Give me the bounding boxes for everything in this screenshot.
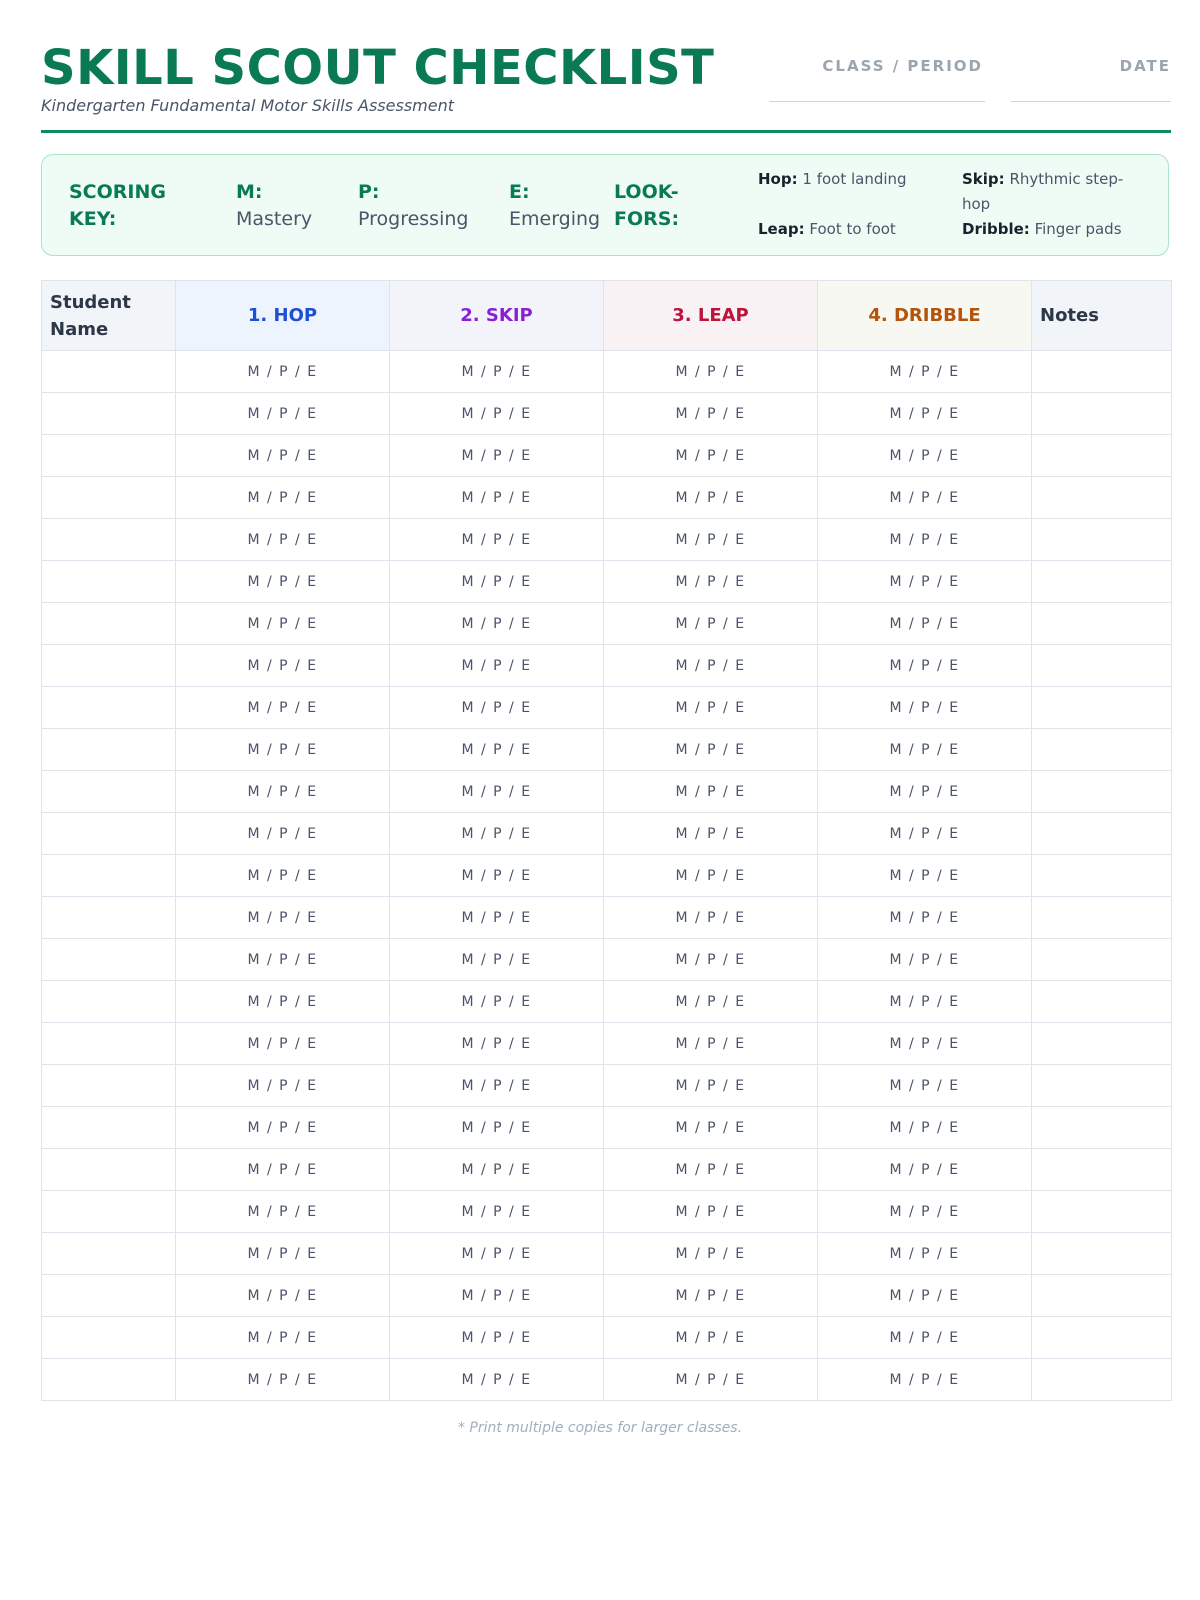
look-for-skip-text-2: hop <box>962 195 991 213</box>
skip-score-cell[interactable]: M / P / E <box>390 645 604 687</box>
notes-cell[interactable] <box>1032 1149 1172 1191</box>
leap-score-cell[interactable]: M / P / E <box>604 1191 818 1233</box>
table-row <box>42 687 1172 729</box>
dribble-score-cell[interactable]: M / P / E <box>818 645 1032 687</box>
student-name-cell[interactable] <box>42 393 176 435</box>
table-row <box>42 981 1172 1023</box>
skip-score-cell[interactable]: M / P / E <box>390 561 604 603</box>
notes-cell[interactable] <box>1032 813 1172 855</box>
scoring-key-label-line-1: SCORING <box>69 181 166 203</box>
class-period-label: CLASS / PERIOD <box>822 57 983 75</box>
student-name-cell[interactable] <box>42 1149 176 1191</box>
notes-cell[interactable] <box>1032 939 1172 981</box>
table-row <box>42 813 1172 855</box>
student-name-cell[interactable] <box>42 981 176 1023</box>
skip-score-cell[interactable]: M / P / E <box>390 351 604 393</box>
hop-score-cell[interactable]: M / P / E <box>176 1359 390 1401</box>
key-mastery <box>236 179 312 233</box>
table-row <box>42 351 1172 393</box>
date-field <box>1120 57 1171 75</box>
dribble-score-cell[interactable]: M / P / E <box>818 1233 1032 1275</box>
notes-cell[interactable] <box>1032 351 1172 393</box>
table-row <box>42 1065 1172 1107</box>
notes-cell[interactable] <box>1032 1065 1172 1107</box>
page-header <box>41 38 1171 133</box>
dribble-score-cell[interactable]: M / P / E <box>818 813 1032 855</box>
notes-cell[interactable] <box>1032 687 1172 729</box>
hop-score-cell[interactable]: M / P / E <box>176 1065 390 1107</box>
notes-cell[interactable] <box>1032 897 1172 939</box>
student-name-cell[interactable] <box>42 477 176 519</box>
date-label: DATE <box>1119 57 1171 75</box>
skip-score-cell[interactable]: M / P / E <box>390 519 604 561</box>
leap-score-cell[interactable]: M / P / E <box>604 855 818 897</box>
leap-score-cell[interactable]: M / P / E <box>604 645 818 687</box>
dribble-score-cell[interactable]: M / P / E <box>818 1317 1032 1359</box>
hop-score-cell[interactable]: M / P / E <box>176 603 390 645</box>
skip-score-cell[interactable]: M / P / E <box>390 1233 604 1275</box>
hop-score-cell[interactable]: M / P / E <box>176 1275 390 1317</box>
dribble-score-cell[interactable]: M / P / E <box>818 603 1032 645</box>
scoring-key-label-line-2: KEY: <box>69 208 117 230</box>
table-row <box>42 603 1172 645</box>
leap-score-cell[interactable]: M / P / E <box>604 393 818 435</box>
table-row <box>42 561 1172 603</box>
hop-score-cell[interactable]: M / P / E <box>176 1149 390 1191</box>
student-name-cell[interactable] <box>42 351 176 393</box>
student-name-cell[interactable] <box>42 855 176 897</box>
hop-score-cell[interactable]: M / P / E <box>176 351 390 393</box>
notes-cell[interactable] <box>1032 645 1172 687</box>
dribble-score-cell[interactable]: M / P / E <box>818 351 1032 393</box>
hop-score-cell[interactable]: M / P / E <box>176 939 390 981</box>
notes-cell[interactable] <box>1032 1275 1172 1317</box>
look-fors-label-line-2: FORS: <box>614 208 680 230</box>
class-period-line[interactable] <box>769 101 985 102</box>
look-for-dribble <box>962 217 1122 242</box>
table-row <box>42 519 1172 561</box>
student-name-cell[interactable] <box>42 435 176 477</box>
table-row <box>42 393 1172 435</box>
notes-cell[interactable] <box>1032 1191 1172 1233</box>
dribble-score-cell[interactable]: M / P / E <box>818 519 1032 561</box>
notes-cell[interactable] <box>1032 981 1172 1023</box>
leap-score-cell[interactable]: M / P / E <box>604 729 818 771</box>
student-name-cell[interactable] <box>42 645 176 687</box>
hop-score-cell[interactable]: M / P / E <box>176 687 390 729</box>
skip-score-cell[interactable]: M / P / E <box>390 855 604 897</box>
column-header-leap: 3. LEAP <box>604 281 818 351</box>
hop-score-cell[interactable]: M / P / E <box>176 519 390 561</box>
footer-note: * Print multiple copies for larger classes. <box>457 1420 743 1436</box>
dribble-score-cell[interactable]: M / P / E <box>818 477 1032 519</box>
student-name-cell[interactable] <box>42 561 176 603</box>
notes-cell[interactable] <box>1032 1317 1172 1359</box>
student-name-cell[interactable] <box>42 771 176 813</box>
dribble-score-cell[interactable]: M / P / E <box>818 855 1032 897</box>
dribble-score-cell[interactable]: M / P / E <box>818 981 1032 1023</box>
dribble-score-cell[interactable]: M / P / E <box>818 1065 1032 1107</box>
date-line[interactable] <box>1011 101 1171 102</box>
dribble-score-cell[interactable]: M / P / E <box>818 1191 1032 1233</box>
leap-score-cell[interactable]: M / P / E <box>604 1023 818 1065</box>
notes-cell[interactable] <box>1032 393 1172 435</box>
hop-score-cell[interactable]: M / P / E <box>176 897 390 939</box>
notes-cell[interactable] <box>1032 477 1172 519</box>
hop-score-cell[interactable]: M / P / E <box>176 1023 390 1065</box>
leap-score-cell[interactable]: M / P / E <box>604 1107 818 1149</box>
notes-cell[interactable] <box>1032 771 1172 813</box>
dribble-score-cell[interactable]: M / P / E <box>818 1359 1032 1401</box>
look-for-leap <box>758 217 896 242</box>
look-for-hop-label: Hop: <box>758 170 798 188</box>
scoring-key <box>41 154 1169 256</box>
dribble-score-cell[interactable]: M / P / E <box>818 393 1032 435</box>
look-for-hop <box>758 167 907 192</box>
table-row <box>42 645 1172 687</box>
look-for-dribble-text: Finger pads <box>1034 220 1122 238</box>
class-period-field <box>822 57 983 75</box>
leap-score-cell[interactable]: M / P / E <box>604 603 818 645</box>
skip-score-cell[interactable]: M / P / E <box>390 1107 604 1149</box>
skip-score-cell[interactable]: M / P / E <box>390 1065 604 1107</box>
dribble-score-cell[interactable]: M / P / E <box>818 561 1032 603</box>
key-mastery-text: Mastery <box>236 208 313 230</box>
column-header-student-name-line-2: Name <box>50 318 109 340</box>
leap-score-cell[interactable]: M / P / E <box>604 1065 818 1107</box>
skip-score-cell[interactable]: M / P / E <box>390 1275 604 1317</box>
key-emerging-text: Emerging <box>509 208 601 230</box>
leap-score-cell[interactable]: M / P / E <box>604 1359 818 1401</box>
leap-score-cell[interactable]: M / P / E <box>604 519 818 561</box>
leap-score-cell[interactable]: M / P / E <box>604 939 818 981</box>
skip-score-cell[interactable]: M / P / E <box>390 435 604 477</box>
hop-score-cell[interactable]: M / P / E <box>176 729 390 771</box>
skip-score-cell[interactable]: M / P / E <box>390 1023 604 1065</box>
look-for-leap-text: Foot to foot <box>809 220 896 238</box>
leap-score-cell[interactable]: M / P / E <box>604 687 818 729</box>
notes-cell[interactable] <box>1032 603 1172 645</box>
dribble-score-cell[interactable]: M / P / E <box>818 1275 1032 1317</box>
scoring-key-label <box>69 179 166 233</box>
hop-score-cell[interactable]: M / P / E <box>176 1191 390 1233</box>
table-row <box>42 435 1172 477</box>
student-name-cell[interactable] <box>42 729 176 771</box>
notes-cell[interactable] <box>1032 561 1172 603</box>
dribble-score-cell[interactable]: M / P / E <box>818 897 1032 939</box>
hop-score-cell[interactable]: M / P / E <box>176 1317 390 1359</box>
student-name-cell[interactable] <box>42 939 176 981</box>
key-progressing-text: Progressing <box>358 208 469 230</box>
notes-cell[interactable] <box>1032 519 1172 561</box>
dribble-score-cell[interactable]: M / P / E <box>818 771 1032 813</box>
hop-score-cell[interactable]: M / P / E <box>176 477 390 519</box>
skip-score-cell[interactable]: M / P / E <box>390 477 604 519</box>
hop-score-cell[interactable]: M / P / E <box>176 855 390 897</box>
dribble-score-cell[interactable]: M / P / E <box>818 1149 1032 1191</box>
table-row <box>42 1191 1172 1233</box>
hop-score-cell[interactable]: M / P / E <box>176 1107 390 1149</box>
dribble-score-cell[interactable]: M / P / E <box>818 939 1032 981</box>
notes-cell[interactable] <box>1032 729 1172 771</box>
look-fors-label-line-1: LOOK- <box>614 181 679 203</box>
look-for-skip-text: Rhythmic step- <box>1009 170 1124 188</box>
leap-score-cell[interactable]: M / P / E <box>604 1275 818 1317</box>
student-name-cell[interactable] <box>42 687 176 729</box>
notes-cell[interactable] <box>1032 1107 1172 1149</box>
notes-cell[interactable] <box>1032 1023 1172 1065</box>
look-fors-label <box>614 179 679 233</box>
hop-score-cell[interactable]: M / P / E <box>176 771 390 813</box>
student-name-cell[interactable] <box>42 1191 176 1233</box>
skip-score-cell[interactable]: M / P / E <box>390 771 604 813</box>
leap-score-cell[interactable]: M / P / E <box>604 981 818 1023</box>
column-header-notes: Notes <box>1032 281 1172 351</box>
table-row <box>42 1317 1172 1359</box>
key-progressing-code: P: <box>358 181 380 203</box>
skip-score-cell[interactable]: M / P / E <box>390 729 604 771</box>
column-header-student-name-line-1: Student <box>50 291 131 313</box>
leap-score-cell[interactable]: M / P / E <box>604 897 818 939</box>
key-progressing <box>358 179 468 233</box>
assessment-table <box>41 280 1172 1401</box>
hop-score-cell[interactable]: M / P / E <box>176 393 390 435</box>
notes-cell[interactable] <box>1032 435 1172 477</box>
leap-score-cell[interactable]: M / P / E <box>604 561 818 603</box>
skip-score-cell[interactable]: M / P / E <box>390 897 604 939</box>
leap-score-cell[interactable]: M / P / E <box>604 435 818 477</box>
notes-cell[interactable] <box>1032 1359 1172 1401</box>
table-row <box>42 1359 1172 1401</box>
key-emerging-code: E: <box>509 181 530 203</box>
student-name-cell[interactable] <box>42 897 176 939</box>
leap-score-cell[interactable]: M / P / E <box>604 1149 818 1191</box>
dribble-score-cell[interactable]: M / P / E <box>818 729 1032 771</box>
skip-score-cell[interactable]: M / P / E <box>390 1149 604 1191</box>
student-name-cell[interactable] <box>42 1023 176 1065</box>
student-name-cell[interactable] <box>42 1275 176 1317</box>
table-row <box>42 1233 1172 1275</box>
key-emerging <box>509 179 600 233</box>
column-header-student-name <box>42 281 176 351</box>
hop-score-cell[interactable]: M / P / E <box>176 813 390 855</box>
dribble-score-cell[interactable]: M / P / E <box>818 435 1032 477</box>
skip-score-cell[interactable]: M / P / E <box>390 1191 604 1233</box>
look-for-skip-label: Skip: <box>962 170 1005 188</box>
notes-cell[interactable] <box>1032 1233 1172 1275</box>
table-row <box>42 855 1172 897</box>
dribble-score-cell[interactable]: M / P / E <box>818 1023 1032 1065</box>
notes-cell[interactable] <box>1032 855 1172 897</box>
leap-score-cell[interactable]: M / P / E <box>604 771 818 813</box>
table-row <box>42 939 1172 981</box>
student-name-cell[interactable] <box>42 603 176 645</box>
student-name-cell[interactable] <box>42 1359 176 1401</box>
dribble-score-cell[interactable]: M / P / E <box>818 1107 1032 1149</box>
hop-score-cell[interactable]: M / P / E <box>176 561 390 603</box>
table-row <box>42 729 1172 771</box>
skip-score-cell[interactable]: M / P / E <box>390 813 604 855</box>
table-row <box>42 1023 1172 1065</box>
skip-score-cell[interactable]: M / P / E <box>390 981 604 1023</box>
key-mastery-code: M: <box>236 181 263 203</box>
look-for-skip <box>962 167 1123 217</box>
skip-score-cell[interactable]: M / P / E <box>390 1359 604 1401</box>
student-name-cell[interactable] <box>42 1233 176 1275</box>
student-name-cell[interactable] <box>42 1107 176 1149</box>
skip-score-cell[interactable]: M / P / E <box>390 1317 604 1359</box>
leap-score-cell[interactable]: M / P / E <box>604 477 818 519</box>
skip-score-cell[interactable]: M / P / E <box>390 939 604 981</box>
leap-score-cell[interactable]: M / P / E <box>604 1317 818 1359</box>
hop-score-cell[interactable]: M / P / E <box>176 435 390 477</box>
column-header-skip: 2. SKIP <box>390 281 604 351</box>
table-row <box>42 1149 1172 1191</box>
look-for-dribble-label: Dribble: <box>962 220 1030 238</box>
leap-score-cell[interactable]: M / P / E <box>604 351 818 393</box>
hop-score-cell[interactable]: M / P / E <box>176 981 390 1023</box>
student-name-cell[interactable] <box>42 1065 176 1107</box>
hop-score-cell[interactable]: M / P / E <box>176 645 390 687</box>
hop-score-cell[interactable]: M / P / E <box>176 1233 390 1275</box>
skip-score-cell[interactable]: M / P / E <box>390 687 604 729</box>
table-row <box>42 1107 1172 1149</box>
table-row <box>42 771 1172 813</box>
student-name-cell[interactable] <box>42 1317 176 1359</box>
dribble-score-cell[interactable]: M / P / E <box>818 687 1032 729</box>
page-title: SKILL SCOUT CHECKLIST <box>41 40 715 96</box>
table-header-row <box>42 281 1172 351</box>
page-subtitle: Kindergarten Fundamental Motor Skills Assessment <box>41 96 454 115</box>
column-header-dribble: 4. DRIBBLE <box>818 281 1032 351</box>
table-row <box>42 897 1172 939</box>
column-header-hop: 1. HOP <box>176 281 390 351</box>
skip-score-cell[interactable]: M / P / E <box>390 603 604 645</box>
leap-score-cell[interactable]: M / P / E <box>604 813 818 855</box>
table-row <box>42 477 1172 519</box>
leap-score-cell[interactable]: M / P / E <box>604 1233 818 1275</box>
table-body <box>42 351 1172 1401</box>
table-row <box>42 1275 1172 1317</box>
skip-score-cell[interactable]: M / P / E <box>390 393 604 435</box>
look-for-hop-text: 1 foot landing <box>802 170 907 188</box>
student-name-cell[interactable] <box>42 813 176 855</box>
student-name-cell[interactable] <box>42 519 176 561</box>
look-for-leap-label: Leap: <box>758 220 805 238</box>
